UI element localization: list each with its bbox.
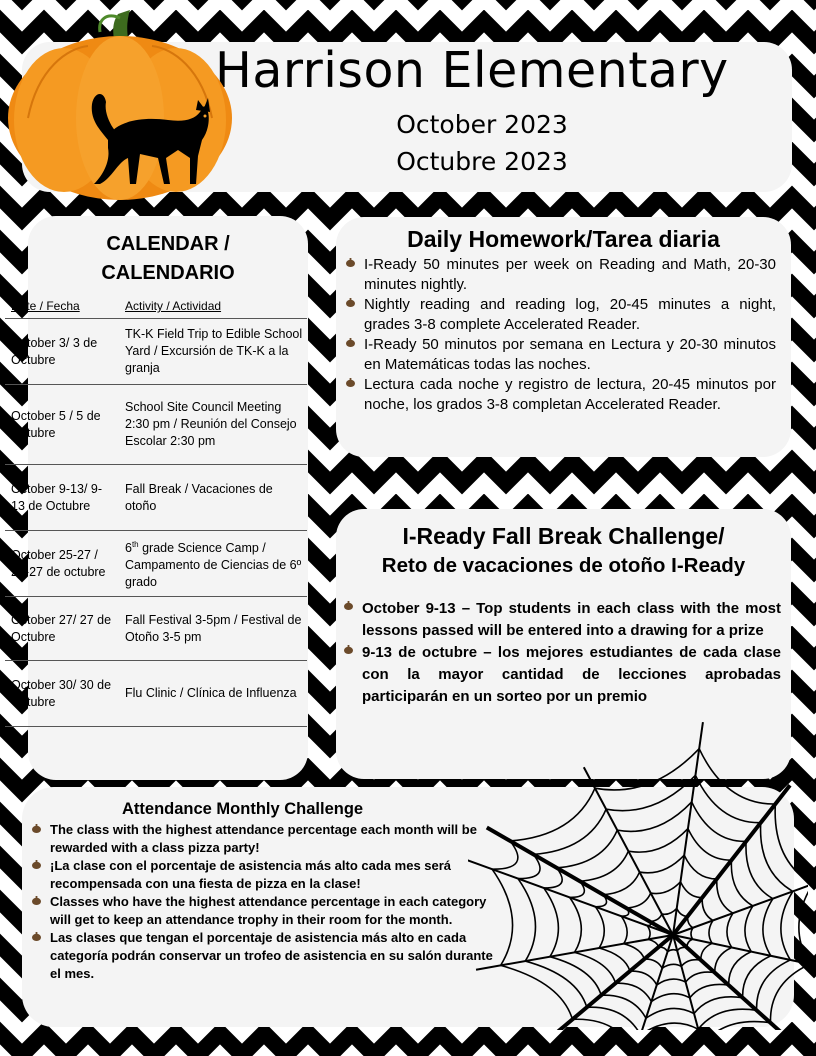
event-activity: Flu Clinic / Clínica de Influenza xyxy=(119,661,307,727)
col-activity-header: Activity / Actividad xyxy=(119,294,307,319)
list-item xyxy=(30,929,500,983)
calendar-title-en: CALENDAR / xyxy=(106,233,230,255)
pumpkin-bullet-icon xyxy=(32,896,41,905)
attendance-title: Attendance Monthly Challenge xyxy=(122,800,364,818)
event-activity: School Site Council Meeting 2:30 pm / Reunión del Consejo Escolar 2:30 pm xyxy=(119,385,307,465)
calendar-row xyxy=(5,531,307,597)
activity-text: 6 xyxy=(125,541,132,556)
event-activity: Fall Festival 3-5pm / Festival de Otoño 3-5 pm xyxy=(119,597,307,661)
calendar-row xyxy=(5,465,307,531)
event-activity: TK-K Field Trip to Edible School Yard / Excursión de TK-K a la granja xyxy=(119,319,307,385)
list-item xyxy=(344,375,776,415)
list-item xyxy=(30,857,500,893)
homework-item-text: Nightly reading and reading log, 20-45 minutes a night, grades 3-8 complete Accelerated Reader. xyxy=(364,296,776,333)
iready-title xyxy=(336,521,791,581)
list-item xyxy=(342,598,781,642)
pumpkin-bullet-icon xyxy=(32,824,41,833)
homework-panel xyxy=(336,217,791,457)
event-date: October 3/ 3 de Octubre xyxy=(5,319,119,385)
calendar-row xyxy=(5,319,307,385)
attendance-list xyxy=(30,821,500,983)
list-item xyxy=(30,821,500,857)
month-english: October 2023 xyxy=(396,110,568,139)
activity-superscript: th xyxy=(131,539,139,549)
homework-list xyxy=(344,255,776,415)
calendar-row xyxy=(5,597,307,661)
homework-item-text: Lectura cada noche y registro de lectura, 20-45 minutos por noche, los grados 3-8 completan Accelerated Reader. xyxy=(364,376,776,413)
activity-text: grade Science Camp / Campamento de Ciencias de 6º grado xyxy=(125,541,302,590)
list-item xyxy=(344,255,776,295)
list-item xyxy=(344,335,776,375)
pumpkin-bullet-icon xyxy=(346,378,355,387)
list-item xyxy=(342,642,781,708)
calendar-table xyxy=(5,294,307,727)
list-item xyxy=(344,295,776,335)
pumpkin-bullet-icon xyxy=(346,298,355,307)
attendance-item-text: Classes who have the highest attendance percentage in each category will get to keep an attendance trophy in their room for the month. xyxy=(50,894,487,927)
iready-title-en: I-Ready Fall Break Challenge/ xyxy=(402,523,725,549)
pumpkin-bullet-icon xyxy=(346,258,355,267)
attendance-item-text: Las clases que tengan el porcentaje de asistencia más alto en cada categoría podrán conservar un trofeo de asistencia en su salón durante el mes. xyxy=(50,930,493,981)
event-date: October 9-13/ 9-13 de Octubre xyxy=(5,465,119,531)
calendar-title xyxy=(28,230,308,288)
event-date: October 27/ 27 de Octubre xyxy=(5,597,119,661)
homework-item-text: I-Ready 50 minutes per week on Reading and Math, 20-30 minutes nightly. xyxy=(364,256,776,293)
attendance-item-text: The class with the highest attendance percentage each month will be rewarded with a class pizza party! xyxy=(50,822,477,855)
pumpkin-bullet-icon xyxy=(32,932,41,941)
col-date-header: Date / Fecha xyxy=(5,294,119,319)
month-spanish: Octubre 2023 xyxy=(396,147,568,176)
calendar-row xyxy=(5,385,307,465)
iready-list xyxy=(342,598,781,708)
iready-item-text: 9-13 de octubre – los mejores estudiantes de cada clase con la mayor cantidad de lecciones aprobadas participarán en un sorteo por un premio xyxy=(362,644,781,705)
calendar-title-es: CALENDARIO xyxy=(101,262,235,284)
calendar-row xyxy=(5,661,307,727)
pumpkin-bullet-icon xyxy=(346,338,355,347)
iready-item-text: October 9-13 – Top students in each class with the most lessons passed will be entered into a drawing for a prize xyxy=(362,600,781,639)
event-date: October 30/ 30 de Octubre xyxy=(5,661,119,727)
spider-web-icon xyxy=(468,720,808,1030)
homework-title: Daily Homework/Tarea diaria xyxy=(407,226,720,252)
event-date: October 25-27 / 25-27 de octubre xyxy=(5,531,119,597)
calendar-header-row xyxy=(5,294,307,319)
event-activity: Fall Break / Vacaciones de otoño xyxy=(119,465,307,531)
pumpkin-bullet-icon xyxy=(344,601,353,610)
pumpkin-bullet-icon xyxy=(344,645,353,654)
event-date: October 5 / 5 de Octubre xyxy=(5,385,119,465)
homework-item-text: I-Ready 50 minutos por semana en Lectura y 20-30 minutos en Matemáticas todas las noches. xyxy=(364,336,776,373)
school-title: Harrison Elementary xyxy=(215,42,729,99)
iready-title-es: Reto de vacaciones de otoño I-Ready xyxy=(381,554,746,577)
pumpkin-bullet-icon xyxy=(32,860,41,869)
list-item xyxy=(30,893,500,929)
attendance-item-text: ¡La clase con el porcentaje de asistencia más alto cada mes será recompensada con una fiesta de pizza en la clase! xyxy=(50,858,452,891)
pumpkin-with-cat-icon xyxy=(8,8,236,204)
event-activity xyxy=(119,531,307,597)
